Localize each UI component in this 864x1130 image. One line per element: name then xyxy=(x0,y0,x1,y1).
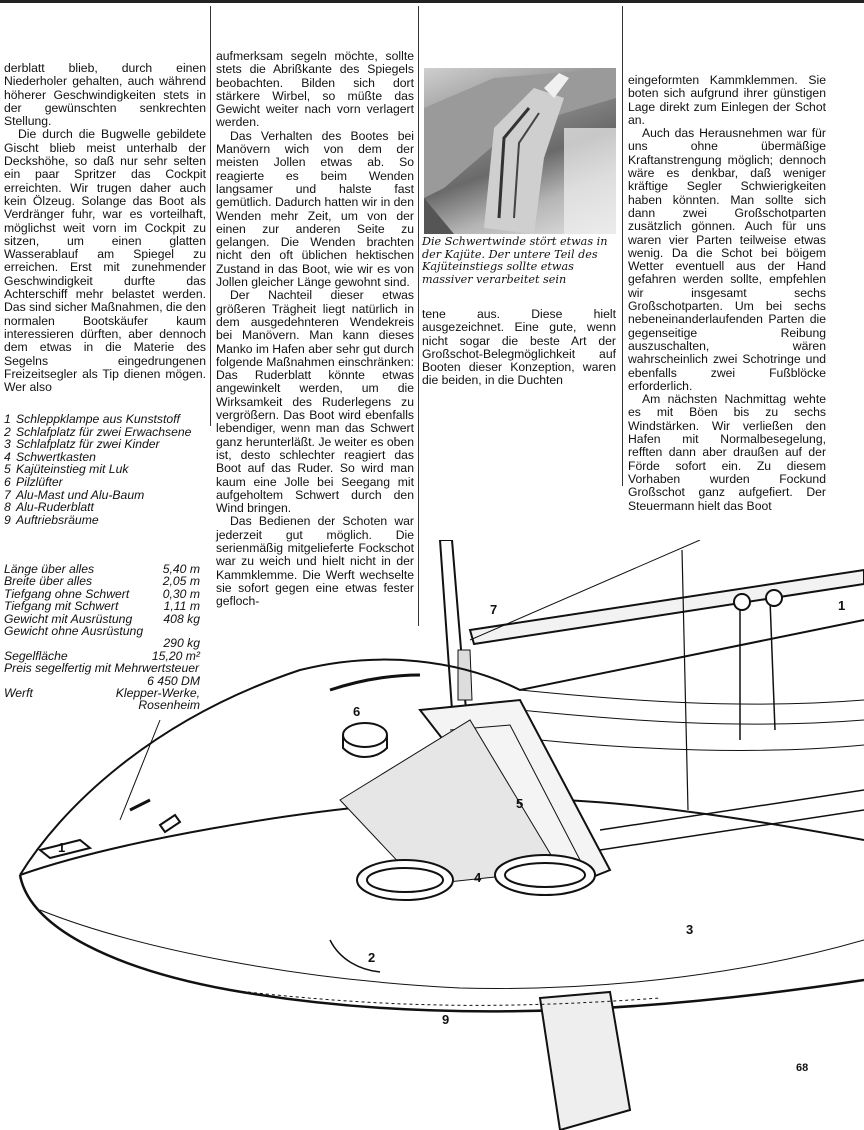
spec-row: Breite über alles 2,05 m xyxy=(4,574,200,589)
legend-item: 5 Kajüteinstieg mit Luk xyxy=(4,462,129,477)
spec-row: Preis segelfertig mit Mehrwertsteuer 6 450 DM xyxy=(4,661,200,688)
column-rule xyxy=(210,6,211,426)
callout-label: 9 xyxy=(442,1012,450,1027)
paragraph: aufmerksam segeln möchte, sollte stets die Abrißkante des Spiegels beobachten. Bilden sich dort stärkere Wirbel, so müßte das Gewicht weiter nach vorn verlagert werden. xyxy=(216,49,414,130)
page-number: 68 xyxy=(796,1062,809,1074)
column-rule xyxy=(418,6,419,626)
legend-item: 9 Auftriebsräume xyxy=(4,512,99,527)
legend-item: 4 Schwertkasten xyxy=(4,449,96,464)
top-border xyxy=(0,0,864,3)
paragraph: Die durch die Bugwelle gebildete Gischt blieb meist unterhalb der Deckshöhe, so daß nur sehr selten ein paar Spritzer das Cockpit erreichten. Wir trugen daher auch kein Ölzeug. Solange das Boot als Verdränger fuhr, war es vorteilhaft, möglichst weit vorn im Cockpit zu sitzen, um einen glatten Wasserablauf am Spiegel zu erreichen. Erst mit zunehmender Geschwindigkeit durfte das Achterschiff mehr belastet werden. Das sind sicher Maßnahmen, die den normalen Bootskäufer kaum interessieren dürften, aber dennoch dem etwas in die Materie des Segelns eingedrungenen Freizeitsegler als Tip dienen mögen. Wer also xyxy=(4,127,206,395)
paragraph: Das Verhalten des Bootes bei Manövern wich von dem der meisten Jollen etwas ab. So reagierte es beim Wenden langsamer und halste fast gemütlich. Dadurch hatten wir in den Wenden mehr Zeit, um von der einen zur anderen Seite zu gelangen. Die Wenden brachten nicht den oft üblichen hektischen Zustand in das Boot, wie wir es von Jollen gleicher Länge gewohnt sind. xyxy=(216,128,414,290)
paragraph: tene aus. Diese hielt ausgezeichnet. Eine gute, wenn nicht sogar die beste Art der Großschot-Belegmöglichkeit auf Booten dieser Konzeption, waren die beiden, in die Duchten xyxy=(422,307,616,388)
column-rule xyxy=(622,6,623,486)
spec-row: Werft Klepper-Werke, Rosenheim xyxy=(4,686,200,713)
spec-row: Tiefgang mit Schwert 1,11 m xyxy=(4,599,200,614)
cabin-photo xyxy=(424,68,616,234)
legend-item: 1 Schleppklampe aus Kunststoff xyxy=(4,412,180,426)
legend-item: 6 Pilzlüfter xyxy=(4,474,63,489)
text-column-3 xyxy=(422,308,616,388)
callout-label: 5 xyxy=(516,796,524,811)
legend-item: 7 Alu-Mast und Alu-Baum xyxy=(4,487,145,502)
callout-label: 3 xyxy=(686,922,694,937)
parts-legend xyxy=(4,413,204,526)
paragraph: eingeformten Kammklemmen. Sie boten sich aufgrund ihrer günstigen Lage direkt zum Einlegen der Schot an. xyxy=(628,73,826,127)
spec-row: Segelfläche 15,20 m² xyxy=(4,648,200,663)
paragraph: derblatt blieb, durch einen Niederholer gehalten, auch während höherer Geschwindigkeiten stets in der gewünschten senkrechten Stellung. xyxy=(4,61,206,129)
spec-row: Gewicht ohne Ausrüstung 290 kg xyxy=(4,624,200,651)
spec-row: Gewicht mit Ausrüstung 408 kg xyxy=(4,611,200,626)
legend-item: 3 Schlafplatz für zwei Kinder xyxy=(4,437,160,452)
callout-label: 4 xyxy=(474,870,482,885)
photo-caption: Die Schwertwinde stört etwas in der Kajüte. Der untere Teil des Kajüteinstiegs sollte etwas massiver verarbeitet sein xyxy=(422,235,608,286)
boat-cutaway-drawing xyxy=(0,540,864,1130)
callout-label: 1 xyxy=(838,598,846,613)
legend-item: 2 Schlafplatz für zwei Erwachsene xyxy=(4,424,192,439)
paragraph: Das Bedienen der Schoten war jederzeit gut möglich. Die serienmäßig mitgelieferte Fockschot war zu weich und hielt nicht in der Kammklemme. Die Werft wechselte sie sofort gegen eine etwas fester gefloch- xyxy=(216,514,414,609)
callout-label: 1 xyxy=(58,840,66,855)
text-column-1 xyxy=(4,62,206,394)
paragraph: Auch das Herausnehmen war für uns ohne übermäßige Kraftanstrengung möglich; dennoch wäre es denkbar, daß weniger kräftige Segler Schwierigkeiten haben könnten. Man sollte sich dann zwei Großschotparten zusätzlich gönnen. Auch für uns waren vier Parten teilweise etwas wenig. Da die Schot bei böigem Wetter eventuell aus der Hand gefahren werden sollte, empfehlen wir insgesamt sechs Großschotparten. Um bei sechs nebeneinanderlaufenden Parten die gegenseitige Reibung auszuschalten, wären wahrscheinlich zwei Schotringe und ebenfalls zwei Fußblöcke erforderlich. xyxy=(628,126,826,393)
spec-row: Länge über alles 5,40 m xyxy=(4,562,200,576)
callout-label: 6 xyxy=(353,704,361,719)
legend-item: 8 Alu-Ruderblatt xyxy=(4,500,94,515)
callout-label: 2 xyxy=(368,950,376,965)
callout-label: 7 xyxy=(490,602,498,617)
spec-row: Tiefgang ohne Schwert 0,30 m xyxy=(4,586,200,601)
paragraph: Am nächsten Nachmittag wehte es mit Böen bis zu sechs Windstärken. Wir verließen den Hafen mit Normalbesegelung, refften dann aber draußen auf der Förde sofort ein. Zu diesem Vorhaben wurden Fockund Großschot ganz aufgefiert. Der Steuermann hielt das Boot xyxy=(628,392,826,513)
text-column-2 xyxy=(216,50,414,608)
text-column-4 xyxy=(628,74,826,513)
paragraph: Der Nachteil dieser etwas größeren Trägheit liegt natürlich in dem ausgedehnteren Wendekreis bei Manövern. Man kann dieses Manko im Hafen aber sehr gut durch folgende Maßnahmen einschränken: Das Ruderblatt könnte etwas angewinkelt werden, um die Wirksamkeit des Ruderlegens zu vergrößern. Das Boot wird ebenfalls lebendiger, wenn man das Schwert ganz herunterläßt. Je weiter es oben ist, desto schlechter reagiert das Boot auf das Ruder. So wird man kaum eine Jolle bei Seegang mit aufgeholtem Schwert durch den Wind bringen. xyxy=(216,288,414,516)
